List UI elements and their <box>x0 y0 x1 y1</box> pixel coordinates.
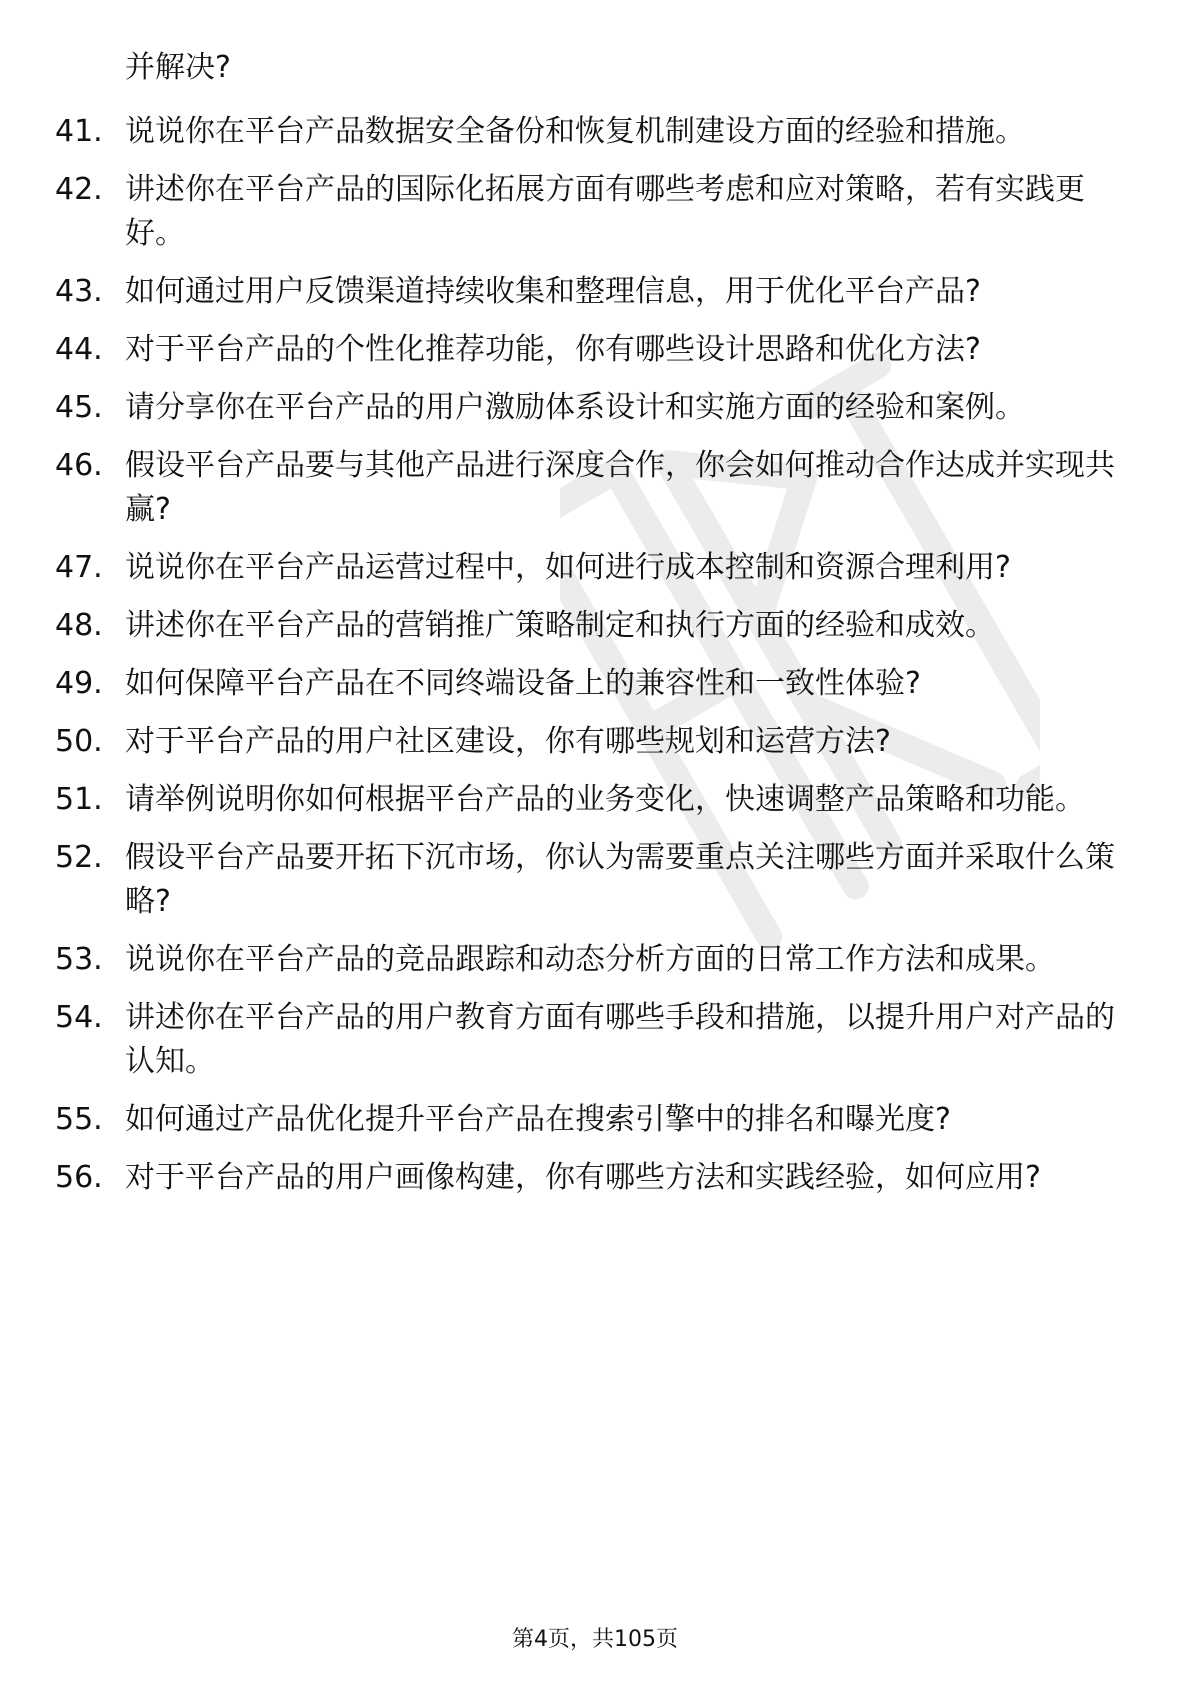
question-number: 56. <box>55 1160 103 1195</box>
question-number: 44. <box>55 332 103 367</box>
question-number: 55. <box>55 1102 103 1137</box>
question-item <box>55 328 1135 372</box>
question-number: 47. <box>55 550 103 585</box>
question-text: 说说你在平台产品的竞品跟踪和动态分析方面的日常工作方法和成果。 <box>125 942 1055 977</box>
question-text: 对于平台产品的个性化推荐功能，你有哪些设计思路和优化方法? <box>125 332 981 367</box>
page-number-label: 第4页，共105页 <box>512 1627 678 1652</box>
question-item <box>55 110 1135 154</box>
question-list <box>55 110 1135 1214</box>
question-number: 53. <box>55 942 103 977</box>
question-number: 45. <box>55 390 103 425</box>
question-text: 假设平台产品要开拓下沉市场，你认为需要重点关注哪些方面并采取什么策略? <box>125 840 1115 919</box>
page-footer <box>0 1625 1190 1655</box>
question-number: 50. <box>55 724 103 759</box>
question-text: 讲述你在平台产品的营销推广策略制定和执行方面的经验和成效。 <box>125 608 995 643</box>
question-number: 43. <box>55 274 103 309</box>
question-item <box>55 836 1135 924</box>
question-item <box>55 386 1135 430</box>
question-item <box>55 546 1135 590</box>
question-number: 46. <box>55 448 103 483</box>
question-text: 说说你在平台产品数据安全备份和恢复机制建设方面的经验和措施。 <box>125 114 1025 149</box>
question-number: 48. <box>55 608 103 643</box>
question-number: 49. <box>55 666 103 701</box>
question-item <box>55 720 1135 764</box>
question-number: 41. <box>55 114 103 149</box>
question-text: 假设平台产品要与其他产品进行深度合作，你会如何推动合作达成并实现共赢? <box>125 448 1115 527</box>
question-text: 讲述你在平台产品的用户教育方面有哪些手段和措施，以提升用户对产品的认知。 <box>125 1000 1115 1079</box>
question-text: 如何通过用户反馈渠道持续收集和整理信息，用于优化平台产品? <box>125 274 981 309</box>
question-item <box>55 938 1135 982</box>
question-number: 51. <box>55 782 103 817</box>
question-text: 说说你在平台产品运营过程中，如何进行成本控制和资源合理利用? <box>125 550 1011 585</box>
question-item <box>55 662 1135 706</box>
question-item <box>55 996 1135 1084</box>
question-item <box>55 168 1135 256</box>
question-number: 54. <box>55 1000 103 1035</box>
question-text: 请举例说明你如何根据平台产品的业务变化，快速调整产品策略和功能。 <box>125 782 1085 817</box>
question-text: 讲述你在平台产品的国际化拓展方面有哪些考虑和应对策略，若有实践更好。 <box>125 172 1085 251</box>
question-text: 请分享你在平台产品的用户激励体系设计和实施方面的经验和案例。 <box>125 390 1025 425</box>
question-item <box>55 1156 1135 1200</box>
question-item <box>55 444 1135 532</box>
question-text: 如何通过产品优化提升平台产品在搜索引擎中的排名和曝光度? <box>125 1102 951 1137</box>
question-text: 如何保障平台产品在不同终端设备上的兼容性和一致性体验? <box>125 666 921 701</box>
question-item <box>55 604 1135 648</box>
question-number: 42. <box>55 172 103 207</box>
question-text: 对于平台产品的用户画像构建，你有哪些方法和实践经验，如何应用? <box>125 1160 1041 1195</box>
continued-question-text: 并解决? <box>125 50 231 85</box>
question-item <box>55 778 1135 822</box>
question-text: 对于平台产品的用户社区建设，你有哪些规划和运营方法? <box>125 724 891 759</box>
question-item <box>55 1098 1135 1142</box>
question-number: 52. <box>55 840 103 875</box>
question-item <box>55 270 1135 314</box>
